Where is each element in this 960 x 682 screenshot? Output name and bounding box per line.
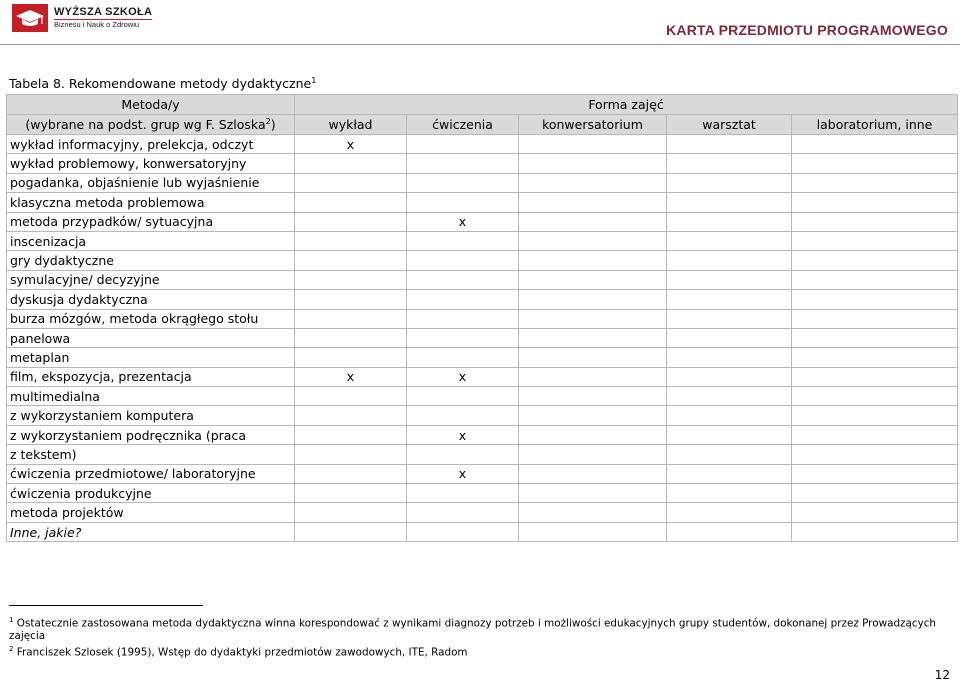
mark-cell <box>295 154 407 173</box>
mark-cell <box>407 503 519 522</box>
mark-cell <box>519 484 667 503</box>
mark-cell <box>667 309 792 328</box>
mark-cell <box>295 231 407 250</box>
method-cell: metoda przypadków/ sytuacyjna <box>7 212 295 231</box>
table-row <box>7 154 958 173</box>
method-header-close: ) <box>270 117 276 133</box>
mark-cell <box>667 290 792 309</box>
method-cell: z tekstem) <box>7 445 295 464</box>
mark-cell: x <box>407 367 519 386</box>
mark-cell <box>667 328 792 347</box>
mark-cell <box>295 406 407 425</box>
mark-cell: x <box>407 464 519 483</box>
mark-cell <box>667 367 792 386</box>
mark-cell <box>519 231 667 250</box>
mark-cell <box>519 503 667 522</box>
mark-cell <box>407 387 519 406</box>
mark-cell <box>792 348 958 367</box>
mark-cell <box>295 503 407 522</box>
table-row <box>7 367 958 386</box>
mark-cell <box>792 290 958 309</box>
mark-cell <box>407 522 519 541</box>
column-header-cwiczenia: ćwiczenia <box>407 115 519 135</box>
mark-cell <box>667 193 792 212</box>
table-row <box>7 464 958 483</box>
mark-cell <box>407 445 519 464</box>
table-row <box>7 135 958 154</box>
mark-cell <box>407 290 519 309</box>
mark-cell <box>407 251 519 270</box>
mark-cell <box>792 154 958 173</box>
mark-cell <box>407 193 519 212</box>
method-cell: Inne, jakie? <box>7 522 295 541</box>
column-header-konwersatorium: konwersatorium <box>519 115 667 135</box>
mark-cell <box>792 522 958 541</box>
table-row <box>7 348 958 367</box>
mark-cell: x <box>295 135 407 154</box>
method-cell: panelowa <box>7 328 295 347</box>
table-row <box>7 309 958 328</box>
mark-cell <box>295 484 407 503</box>
mark-cell <box>792 425 958 444</box>
mark-cell: x <box>407 425 519 444</box>
mark-cell: x <box>295 367 407 386</box>
footnotes <box>9 614 954 660</box>
table-row <box>7 231 958 250</box>
footnote-2-ref: 2 <box>9 645 14 654</box>
mark-cell <box>519 173 667 192</box>
mark-cell <box>667 135 792 154</box>
document-title: KARTA PRZEDMIOTU PROGRAMOWEGO <box>666 22 948 38</box>
table-row <box>7 290 958 309</box>
mark-cell <box>792 367 958 386</box>
mark-cell <box>792 484 958 503</box>
table-header-row-1 <box>7 95 958 115</box>
mark-cell <box>519 154 667 173</box>
method-cell: multimedialna <box>7 387 295 406</box>
method-cell: metaplan <box>7 348 295 367</box>
method-cell: z wykorzystaniem podręcznika (praca <box>7 425 295 444</box>
forma-zajec-header: Forma zajęć <box>295 95 958 115</box>
mark-cell <box>519 425 667 444</box>
mark-cell <box>295 290 407 309</box>
table-row <box>7 484 958 503</box>
mark-cell <box>667 154 792 173</box>
mark-cell <box>295 212 407 231</box>
mark-cell <box>407 173 519 192</box>
mark-cell <box>295 270 407 289</box>
mark-cell <box>792 387 958 406</box>
mark-cell <box>667 445 792 464</box>
mark-cell <box>792 135 958 154</box>
method-cell: ćwiczenia przedmiotowe/ laboratoryjne <box>7 464 295 483</box>
mark-cell <box>519 270 667 289</box>
table-row <box>7 212 958 231</box>
footnote-1-text: Ostatecznie zastosowana metoda dydaktyczna winna korespondować z wynikami diagnozy potrzeb i możliwości edukacyjnych grupy studentów, dokonanej przez Prowadzących zajęcia <box>9 617 937 643</box>
mark-cell <box>792 445 958 464</box>
mark-cell <box>519 328 667 347</box>
method-cell: klasyczna metoda problemowa <box>7 193 295 212</box>
caption-footnote-ref: 1 <box>311 76 317 85</box>
mark-cell <box>792 173 958 192</box>
mark-cell <box>667 406 792 425</box>
mark-cell <box>792 212 958 231</box>
mark-cell <box>407 328 519 347</box>
method-cell: burza mózgów, metoda okrągłego stołu <box>7 309 295 328</box>
method-cell: dyskusja dydaktyczna <box>7 290 295 309</box>
mark-cell <box>295 425 407 444</box>
mark-cell <box>519 309 667 328</box>
method-cell: symulacyjne/ decyzyjne <box>7 270 295 289</box>
method-header-footnote-ref: 2 <box>265 116 271 126</box>
method-cell: wykład informacyjny, prelekcja, odczyt <box>7 135 295 154</box>
mark-cell <box>792 503 958 522</box>
school-logo <box>12 4 152 32</box>
table-row <box>7 522 958 541</box>
column-header-warsztat: warsztat <box>667 115 792 135</box>
mark-cell <box>667 387 792 406</box>
table-row <box>7 445 958 464</box>
page-number: 12 <box>934 668 950 682</box>
mark-cell <box>295 328 407 347</box>
mark-cell <box>407 406 519 425</box>
logo-title: WYŻSZA SZKOŁA <box>54 5 153 18</box>
table-header-row-2 <box>7 115 958 135</box>
footnote-1-ref: 1 <box>9 616 14 624</box>
method-cell: inscenizacja <box>7 231 295 250</box>
mark-cell <box>667 503 792 522</box>
mark-cell <box>519 251 667 270</box>
mark-cell <box>667 173 792 192</box>
method-header: Metoda/y <box>7 95 295 115</box>
mark-cell <box>667 464 792 483</box>
column-header-laboratorium: laboratorium, inne <box>792 115 958 135</box>
mark-cell <box>667 522 792 541</box>
mark-cell <box>295 522 407 541</box>
mark-cell <box>667 212 792 231</box>
mark-cell <box>792 464 958 483</box>
footnote-2 <box>9 643 954 659</box>
mark-cell <box>407 348 519 367</box>
mark-cell <box>295 173 407 192</box>
mark-cell <box>295 193 407 212</box>
mark-cell <box>407 231 519 250</box>
mark-cell <box>407 270 519 289</box>
method-cell: metoda projektów <box>7 503 295 522</box>
table-row <box>7 328 958 347</box>
mark-cell <box>519 193 667 212</box>
mark-cell <box>792 309 958 328</box>
mark-cell <box>407 154 519 173</box>
mark-cell <box>407 135 519 154</box>
mark-cell <box>295 309 407 328</box>
table-row <box>7 503 958 522</box>
table-row <box>7 251 958 270</box>
mark-cell <box>667 425 792 444</box>
mark-cell <box>792 231 958 250</box>
mark-cell <box>519 522 667 541</box>
logo-subtitle: Biznesu i Nauk o Zdrowiu <box>54 19 152 29</box>
footnote-divider <box>9 605 203 606</box>
mark-cell <box>792 193 958 212</box>
mark-cell <box>519 445 667 464</box>
mark-cell <box>667 251 792 270</box>
table-caption <box>9 76 316 91</box>
caption-text: Tabela 8. Rekomendowane metody dydaktyczne <box>9 76 312 92</box>
column-header-wyklad: wykład <box>295 115 407 135</box>
footnote-2-text: Franciszek Szlosek (1995), Wstęp do dydaktyki przedmiotów zawodowych, ITE, Radom <box>16 646 468 659</box>
mark-cell <box>407 309 519 328</box>
mark-cell <box>519 367 667 386</box>
mark-cell <box>519 212 667 231</box>
table-row <box>7 193 958 212</box>
mark-cell <box>519 135 667 154</box>
mark-cell <box>519 464 667 483</box>
method-cell: wykład problemowy, konwersatoryjny <box>7 154 295 173</box>
method-cell: film, ekspozycja, prezentacja <box>7 367 295 386</box>
mark-cell <box>667 270 792 289</box>
mark-cell <box>519 348 667 367</box>
mark-cell <box>667 348 792 367</box>
mark-cell <box>792 251 958 270</box>
graduation-cap-icon <box>12 4 48 32</box>
mark-cell <box>519 406 667 425</box>
method-cell: z wykorzystaniem komputera <box>7 406 295 425</box>
method-header-subtitle <box>7 115 295 135</box>
mark-cell <box>792 328 958 347</box>
mark-cell <box>519 387 667 406</box>
table-row <box>7 425 958 444</box>
header-divider <box>0 44 960 45</box>
method-header-subtitle-text: (wybrane na podst. grup wg F. Szloska <box>25 117 266 133</box>
method-cell: pogadanka, objaśnienie lub wyjaśnienie <box>7 173 295 192</box>
mark-cell <box>295 445 407 464</box>
table-row <box>7 387 958 406</box>
mark-cell <box>792 270 958 289</box>
footnote-1 <box>9 614 954 643</box>
mark-cell <box>295 464 407 483</box>
table-row <box>7 173 958 192</box>
mark-cell <box>667 231 792 250</box>
mark-cell <box>667 484 792 503</box>
mark-cell <box>519 290 667 309</box>
method-cell: gry dydaktyczne <box>7 251 295 270</box>
mark-cell <box>295 251 407 270</box>
table-row <box>7 270 958 289</box>
table-row <box>7 406 958 425</box>
mark-cell <box>407 484 519 503</box>
mark-cell: x <box>407 212 519 231</box>
mark-cell <box>295 348 407 367</box>
method-cell: ćwiczenia produkcyjne <box>7 484 295 503</box>
mark-cell <box>295 387 407 406</box>
mark-cell <box>792 406 958 425</box>
didactic-methods-table <box>6 94 958 542</box>
